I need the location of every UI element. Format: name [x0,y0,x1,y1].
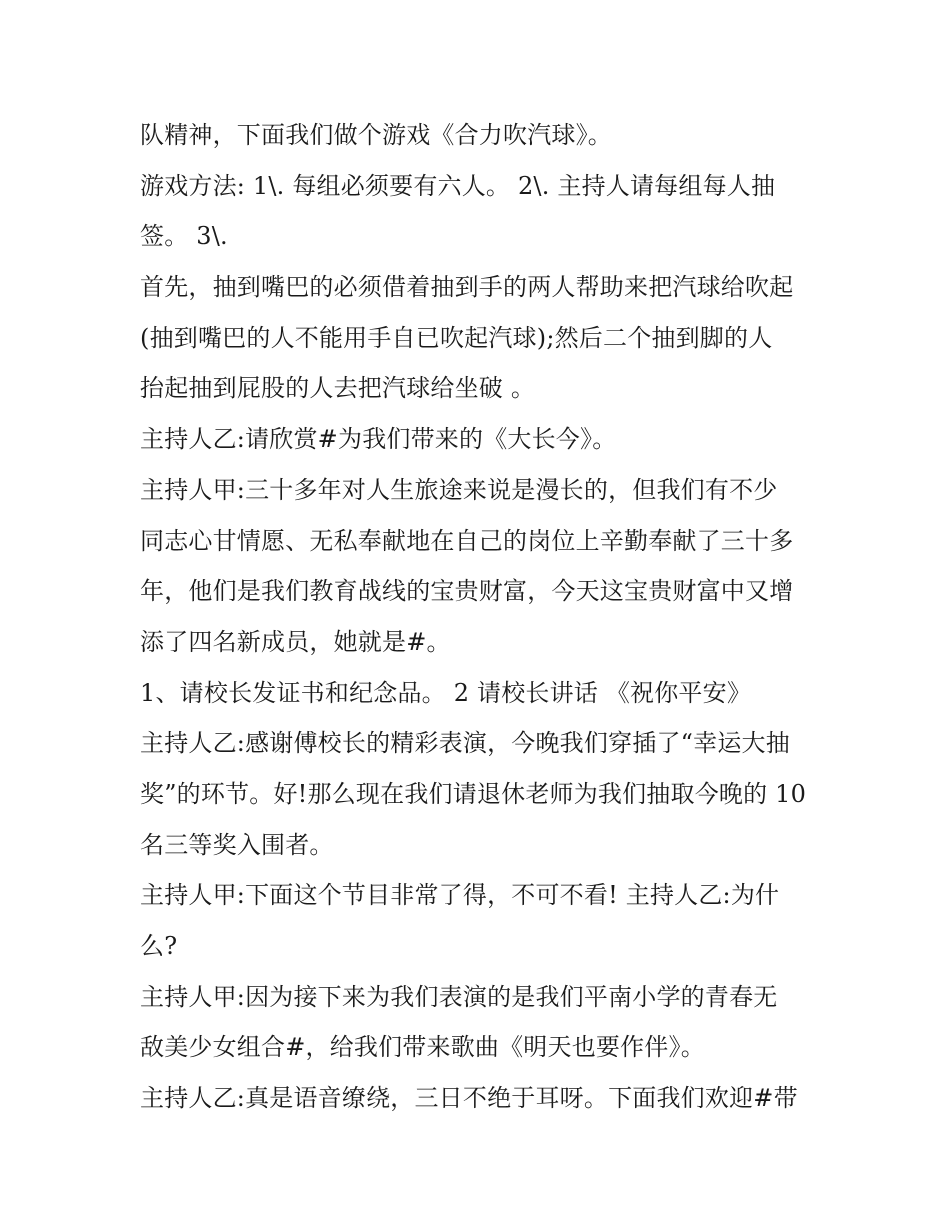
document-body [140,110,830,1124]
text-line: 主持人甲:三十多年对人生旅途来说是漫长的，但我们有不少 [140,475,778,504]
text-line: 添了四名新成员，她就是#。 [140,627,451,656]
text-line: 主持人乙:感谢傅校长的精彩表演，今晚我们穿插了“幸运大抽 [140,729,790,758]
text-line: 1、请校长发证书和纪念品。 2 请校长讲话 《祝你平安》 [140,678,752,707]
text-line: 主持人甲:下面这个节目非常了得，不可不看! 主持人乙:为什 [140,881,780,910]
text-line: 主持人乙:真是语音缭绕，三日不绝于耳呀。下面我们欢迎#带 [140,1084,798,1113]
text-line: 年，他们是我们教育战线的宝贵财富，今天这宝贵财富中又增 [140,577,794,606]
text-line: 主持人甲:因为接下来为我们表演的是我们平南小学的青春无 [140,982,778,1011]
text-line: 首先，抽到嘴巴的必须借着抽到手的两人帮助来把汽球给吹起 [140,273,794,302]
text-line: 奖”的环节。好!那么现在我们请退休老师为我们抽取今晚的 10 [140,779,807,808]
text-line: 么? [140,932,178,960]
text-line: 队精神，下面我们做个游戏《合力吹汽球》。 [140,121,612,149]
text-line: 同志心甘情愿、无私奉献地在自己的岗位上辛勤奉献了三十多 [140,526,794,555]
text-line: 敌美少女组合#，给我们带来歌曲《明天也要作伴》。 [140,1033,705,1062]
text-line: (抽到嘴巴的人不能用手自已吹起汽球);然后二个抽到脚的人 [140,323,773,352]
text-line: 游戏方法: 1\. 每组必须要有六人。 2\. 主持人请每组每人抽 [140,171,776,200]
text-line: 抬起抽到屁股的人去把汽球给坐破 。 [140,374,536,403]
text-line: 签。 3\. [140,222,228,251]
text-line: 主持人乙:请欣赏#为我们带来的《大长今》。 [140,425,617,454]
text-line: 名三等奖入围者。 [140,830,334,859]
